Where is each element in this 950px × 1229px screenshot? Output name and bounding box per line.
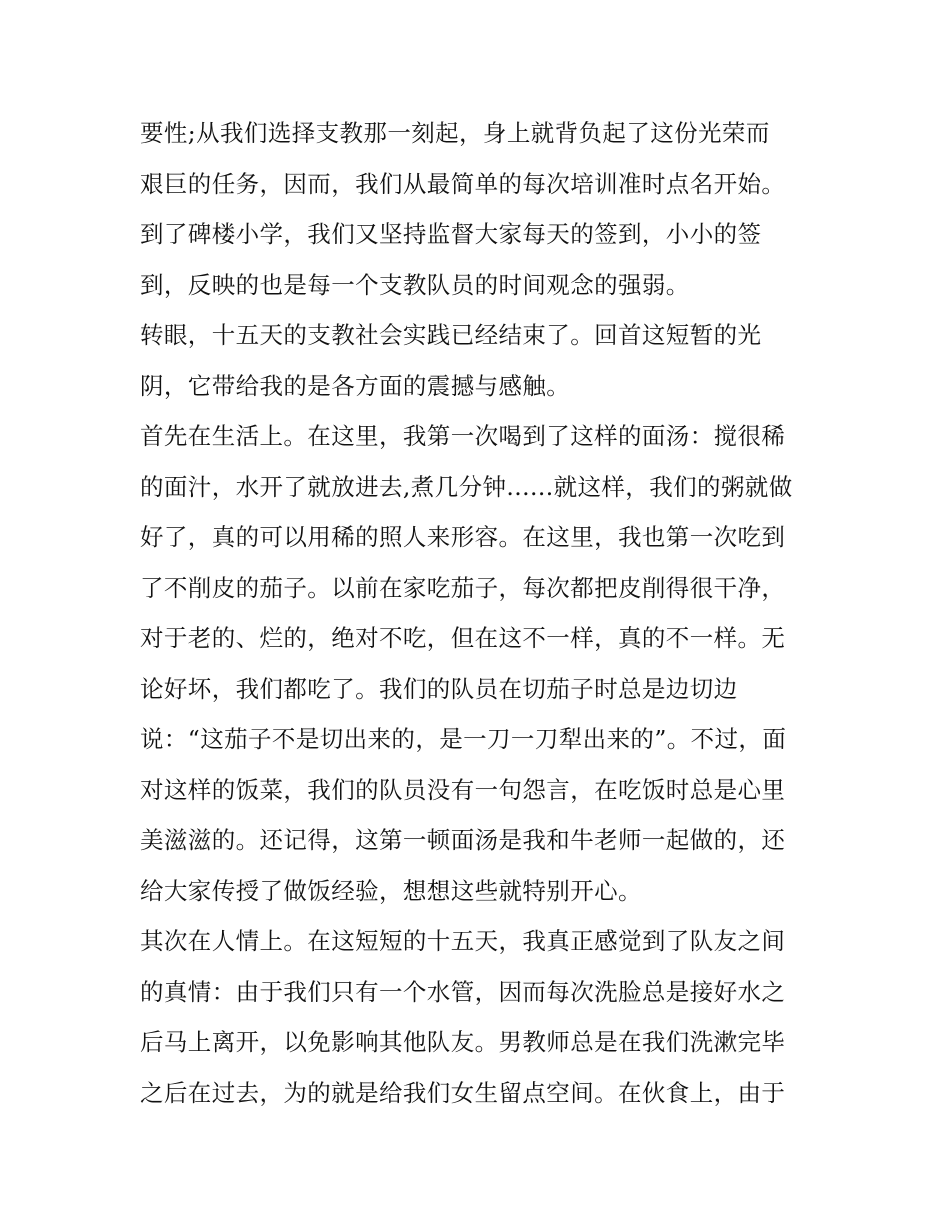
text-line: 之后在过去，为的就是给我们女生留点空间。在伙食上，由于 — [140, 1078, 786, 1107]
text-line: 对于老的、烂的，绝对不吃，但在这不一样，真的不一样。无 — [140, 624, 786, 652]
text-line: 阴，它带给我的是各方面的震撼与感触。 — [140, 371, 571, 400]
text-line: 要性;从我们选择支教那一刻起，身上就背负起了这份光荣而 — [140, 119, 770, 147]
text-line: 论好坏，我们都吃了。我们的队员在切茄子时总是边切边 — [140, 674, 738, 703]
body-text — [140, 108, 820, 1118]
text-line: 的真情：由于我们只有一个水管，因而每次洗脸总是接好水之 — [140, 977, 786, 1006]
text-line: 给大家传授了做饭经验，想想这些就特别开心。 — [140, 876, 642, 905]
text-line: 了不削皮的茄子。以前在家吃茄子，每次都把皮削得很干净， — [140, 573, 786, 602]
text-line: 首先在生活上。在这里，我第一次喝到了这样的面汤：搅很稀 — [140, 422, 786, 450]
text-line: 的面汁，水开了就放进去,煮几分钟......就这样，我们的粥就做 — [140, 472, 793, 501]
text-line: 对这样的饭菜，我们的队员没有一句怨言，在吃饭时总是心里 — [140, 775, 786, 804]
text-line: 其次在人情上。在这短短的十五天，我真正感觉到了队友之间 — [140, 927, 786, 955]
text-line: 后马上离开，以免影响其他队友。男教师总是在我们洗漱完毕 — [140, 1028, 786, 1056]
text-line: 美滋滋的。还记得，这第一顿面汤是我和牛老师一起做的，还 — [140, 826, 786, 854]
text-line: 说：“这茄子不是切出来的，是一刀一刀犁出来的”。不过，面 — [140, 725, 787, 753]
text-line: 转眼，十五天的支教社会实践已经结束了。回首这短暂的光 — [140, 321, 762, 349]
text-line: 艰巨的任务，因而，我们从最简单的每次培训准时点名开始。 — [140, 169, 786, 198]
text-line: 好了，真的可以用稀的照人来形容。在这里，我也第一次吃到 — [140, 523, 786, 551]
text-line: 到，反映的也是每一个支教队员的时间观念的强弱。 — [140, 270, 690, 299]
text-line: 到了碑楼小学，我们又坚持监督大家每天的签到，小小的签 — [140, 220, 762, 248]
